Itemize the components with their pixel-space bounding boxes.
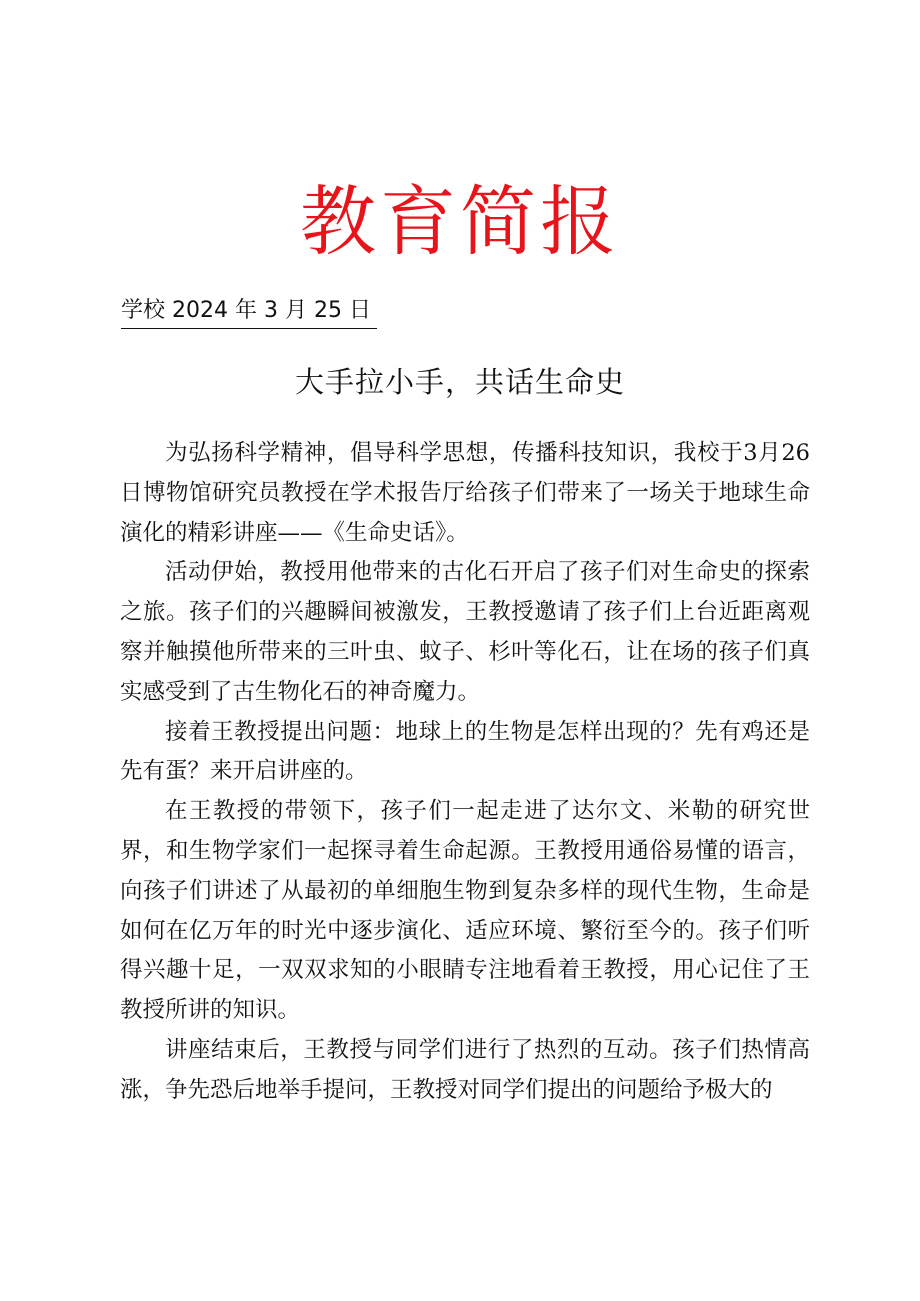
paragraph: 在王教授的带领下，孩子们一起走进了达尔文、米勒的研究世界，和生物学家们一起探寻着生命起源。王教授用通俗易懂的语言，向孩子们讲述了从最初的单细胞生物到复杂多样的现代生物，生命是如何在亿万年的时光中逐步演化、适应环境、繁衍至今的。孩子们听得兴趣十足，一双双求知的小眼睛专注地看着王教授，用心记住了王教授所讲的知识。: [120, 798, 810, 1024]
article-headline: 大手拉小手，共话生命史: [294, 365, 625, 399]
masthead-title: 教育简报: [300, 177, 620, 266]
dateline: 学校 2024 年 3 月 25 日: [121, 294, 377, 329]
paragraph: 活动伊始，教授用他带来的古化石开启了孩子们对生命史的探索之旅。孩子们的兴趣瞬间被激发，王教授邀请了孩子们上台近距离观察并触摸他所带来的三叶虫、蚊子、杉叶等化石，让在场的孩子们真实感受到了古生物化石的神奇魔力。: [120, 559, 810, 705]
article-body: [120, 434, 810, 1111]
paragraph: 为弘扬科学精神，倡导科学思想，传播科技知识，我校于3月26日博物馆研究员教授在学术报告厅给孩子们带来了一场关于地球生命演化的精彩讲座——《生命史话》。: [120, 440, 810, 546]
paragraph: 接着王教授提出问题：地球上的生物是怎样出现的？先有鸡还是先有蛋？来开启讲座的。: [120, 718, 810, 785]
paragraph: 讲座结束后，王教授与同学们进行了热烈的互动。孩子们热情高涨，争先恐后地举手提问，王教授对同学们提出的问题给予极大的: [120, 1036, 810, 1103]
